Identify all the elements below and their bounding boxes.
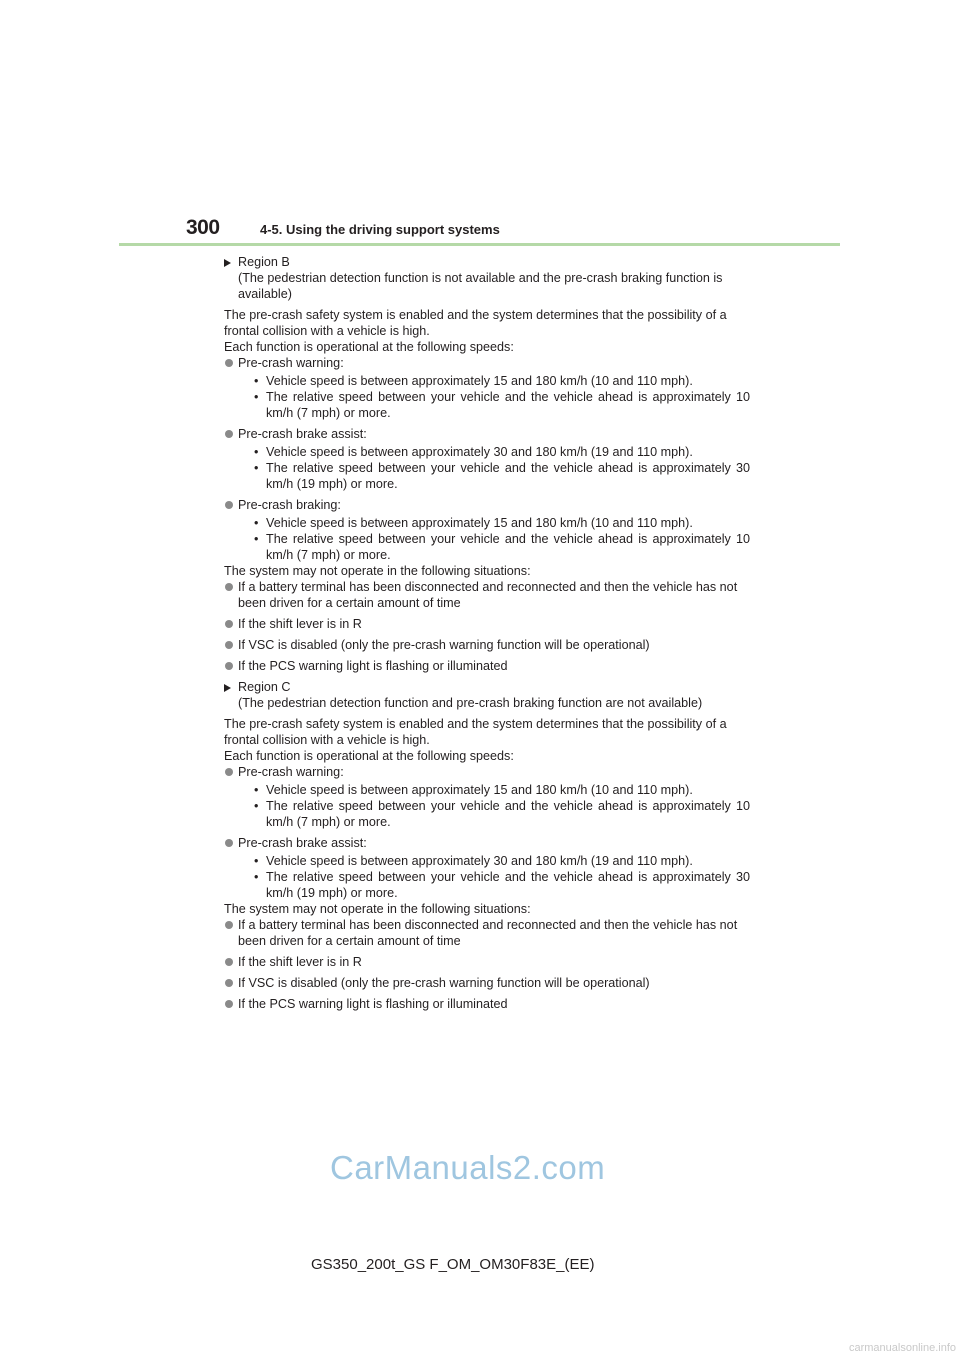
region-title: Region B bbox=[238, 255, 290, 269]
bullet-dot-icon bbox=[225, 641, 233, 649]
situation-item: If VSC is disabled (only the pre-crash warning function will be operational) bbox=[224, 975, 750, 991]
condition-item: • The relative speed between your vehicle and the vehicle ahead is approximately 30 km/h (19 mph) or more. bbox=[254, 870, 750, 900]
situation-item: If VSC is disabled (only the pre-crash warning function will be operational) bbox=[224, 637, 750, 653]
bullet-dot-icon bbox=[225, 979, 233, 987]
triangle-arrow-icon bbox=[224, 259, 231, 267]
function-label: Pre-crash brake assist: bbox=[238, 836, 367, 850]
region-title: Region C bbox=[238, 680, 291, 694]
speeds-intro: Each function is operational at the following speeds: bbox=[224, 340, 514, 354]
function-pre-crash-warning bbox=[224, 355, 750, 421]
region-description: (The pedestrian detection function and pre-crash braking function are not available) bbox=[238, 696, 703, 710]
condition-item: • The relative speed between your vehicle and the vehicle ahead is approximately 10 km/h (7 mph) or more. bbox=[254, 799, 750, 829]
bullet-dot-icon bbox=[225, 359, 233, 367]
bullet-dot-icon bbox=[225, 1000, 233, 1008]
section-title: 4-5. Using the driving support systems bbox=[260, 222, 500, 237]
bullet-dot-icon bbox=[225, 958, 233, 966]
region-b-heading bbox=[224, 254, 750, 302]
bullet-dot-icon bbox=[225, 839, 233, 847]
situation-item: If the PCS warning light is flashing or illuminated bbox=[224, 996, 750, 1012]
function-label: Pre-crash braking: bbox=[238, 498, 341, 512]
watermark-logo: CarManuals2.com bbox=[330, 1149, 606, 1186]
situation-item: If a battery terminal has been disconnected and reconnected and then the vehicle has not been driven for a certain amount of time bbox=[224, 579, 750, 611]
function-label: Pre-crash warning: bbox=[238, 356, 344, 370]
situation-item: If the shift lever is in R bbox=[224, 954, 750, 970]
bullet-dot-icon bbox=[225, 501, 233, 509]
function-label: Pre-crash brake assist: bbox=[238, 427, 367, 441]
function-pre-crash-brake-assist bbox=[224, 835, 750, 901]
condition-item: • Vehicle speed is between approximately 30 and 180 km/h (19 and 110 mph). bbox=[254, 445, 693, 459]
bullet-dot-icon bbox=[225, 662, 233, 670]
page-content bbox=[224, 254, 750, 1017]
situation-item: If the PCS warning light is flashing or illuminated bbox=[224, 658, 750, 674]
function-pre-crash-warning bbox=[224, 764, 750, 830]
situation-item: If a battery terminal has been disconnected and reconnected and then the vehicle has not been driven for a certain amount of time bbox=[224, 917, 750, 949]
condition-item: • Vehicle speed is between approximately 15 and 180 km/h (10 and 110 mph). bbox=[254, 516, 693, 530]
region-description: (The pedestrian detection function is not available and the pre-crash braking function is available) bbox=[238, 271, 723, 301]
speeds-intro: Each function is operational at the following speeds: bbox=[224, 749, 514, 763]
bullet-dot-icon bbox=[225, 921, 233, 929]
condition-item: • The relative speed between your vehicle and the vehicle ahead is approximately 10 km/h (7 mph) or more. bbox=[254, 390, 750, 420]
condition-item: • The relative speed between your vehicle and the vehicle ahead is approximately 10 km/h (7 mph) or more. bbox=[254, 532, 750, 562]
situation-item: If the shift lever is in R bbox=[224, 616, 750, 632]
function-pre-crash-braking bbox=[224, 497, 750, 563]
header-divider bbox=[119, 243, 840, 246]
condition-item: • Vehicle speed is between approximately 30 and 180 km/h (19 and 110 mph). bbox=[254, 854, 693, 868]
condition-item: • Vehicle speed is between approximately 15 and 180 km/h (10 and 110 mph). bbox=[254, 374, 693, 388]
region-c-heading bbox=[224, 679, 750, 711]
bullet-dot-icon bbox=[225, 430, 233, 438]
situations-intro: The system may not operate in the following situations: bbox=[224, 564, 531, 578]
region-intro: The pre-crash safety system is enabled and the system determines that the possibility of a frontal collision with a vehicle is high. bbox=[224, 308, 727, 338]
function-pre-crash-brake-assist bbox=[224, 426, 750, 492]
situations-intro: The system may not operate in the following situations: bbox=[224, 902, 531, 916]
bullet-dot-icon bbox=[225, 583, 233, 591]
function-label: Pre-crash warning: bbox=[238, 765, 344, 779]
document-code: GS350_200t_GS F_OM_OM30F83E_(EE) bbox=[311, 1256, 595, 1273]
condition-item: • The relative speed between your vehicle and the vehicle ahead is approximately 30 km/h (19 mph) or more. bbox=[254, 461, 750, 491]
site-watermark: carmanualsonline.info bbox=[848, 1342, 956, 1354]
region-intro: The pre-crash safety system is enabled and the system determines that the possibility of a frontal collision with a vehicle is high. bbox=[224, 717, 727, 747]
bullet-dot-icon bbox=[225, 620, 233, 628]
condition-item: • Vehicle speed is between approximately 15 and 180 km/h (10 and 110 mph). bbox=[254, 783, 693, 797]
bullet-dot-icon bbox=[225, 768, 233, 776]
triangle-arrow-icon bbox=[224, 684, 231, 692]
page-number: 300 bbox=[186, 216, 220, 239]
